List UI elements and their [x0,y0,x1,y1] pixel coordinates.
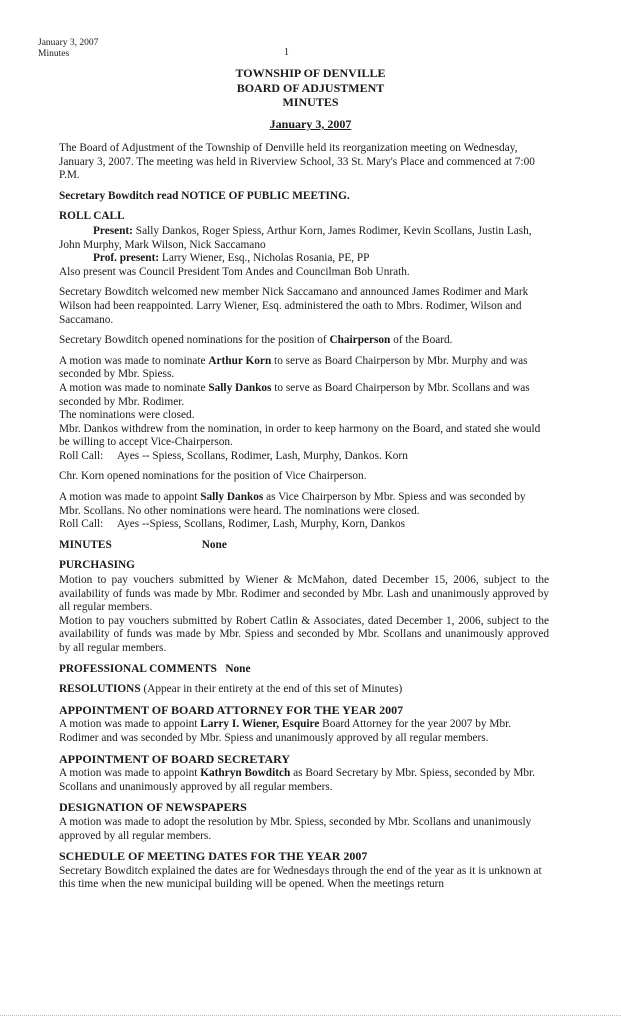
present-list: Sally Dankos, Roger Spiess, Arthur Korn, James Rodimer, Kevin Scollans, Justin Lash, John Murphy, Mark Wilson, Nick Saccamano [59,224,532,251]
vice-section [59,491,549,532]
intro-paragraph: The Board of Adjustment of the Township of Denville held its reorganization meeting on Wednesday, January 3, 2007. The meeting was held in Riverview School, 33 St. Mary's Place and commenced at 7:00 P.M. [59,142,535,182]
purchasing-section [59,559,549,655]
secretary-section [59,753,549,795]
schedule-section [59,850,549,892]
vice-roll-call-votes: Ayes --Spiess, Scollans, Rodimer, Lash, Murphy, Korn, Dankos [117,518,406,531]
attorney-section [59,704,549,746]
title-township: TOWNSHIP OF DENVILLE [235,66,386,80]
secretary-motion [59,767,549,794]
resolutions-label: RESOLUTIONS [59,683,141,696]
vice-motion [59,491,549,518]
newspapers-section [59,801,549,843]
purchasing-heading: PURCHASING [59,559,135,572]
vice-motion-name: Sally Dankos [200,491,264,504]
schedule-text: Secretary Bowditch explained the dates are for Wednesdays through the end of the year as it is unknown at this time when the new municipal building will be opened. When the meetings return [59,864,542,891]
vice-open-paragraph: Chr. Korn opened nominations for the position of Vice Chairperson. [59,470,367,483]
purchasing-motion-1: Motion to pay vouchers submitted by Wiener & McMahon, dated December 15, 2006, subject to the availability of funds was made by Mbr. Rodimer and seconded by Mbr. Lash and unanimously approved by all regular members. [59,574,549,614]
purchasing-motion-2: Motion to pay vouchers submitted by Robert Catlin & Associates, dated December 1, 2006, subject to the availability of funds was made by Mbr. Spiess and seconded by Mbr. Scollans and unanimously approved by all regular members. [59,614,549,654]
prof-comments-label: PROFESSIONAL COMMENTS [59,662,217,675]
nomination-dankos [59,382,549,409]
schedule-heading: SCHEDULE OF MEETING DATES FOR THE YEAR 2007 [59,849,368,864]
resolutions-line [59,683,549,697]
minutes-row [59,539,549,553]
present-paragraph [59,225,549,252]
chair-open-paragraph [59,334,549,348]
roll-call-heading: ROLL CALL [59,210,125,223]
also-present: Also present was Council President Tom Andes and Councilman Bob Unrath. [59,265,410,278]
title-minutes: MINUTES [282,95,339,109]
vice-roll-call [59,518,549,532]
vice-motion-pre: A motion was made to appoint [59,491,201,504]
attorney-name: Larry I. Wiener, Esquire [200,718,320,731]
nomination-korn-name: Arthur Korn [208,354,272,367]
scan-edge-dots [0,1015,621,1017]
nomination-korn-pre: A motion was made to nominate [59,354,209,367]
prof-present-label: Prof. present: [93,252,160,265]
nominations-section [59,355,549,464]
document-title [0,66,621,110]
professional-comments [59,663,549,677]
chair-open-pre: Secretary Bowditch opened nominations for the position of [59,334,330,347]
vice-motion-post: as Vice Chairperson by Mbr. Spiess and was seconded by Mbr. Scollans. No other nominations were heard. The nominations were closed. [59,491,526,517]
header-date: January 3, 2007 [38,38,99,48]
minutes-value: None [201,538,227,551]
attorney-heading: APPOINTMENT OF BOARD ATTORNEY FOR THE YEAR 2007 [59,702,404,717]
chair-roll-call [59,450,549,464]
minutes-label: MINUTES [59,538,112,551]
newspapers-motion: A motion was made to adopt the resolution by Mbr. Spiess, seconded by Mbr. Scollans and unanimously approved by all regular members. [59,815,532,842]
vice-roll-call-label: Roll Call: [59,518,104,531]
chair-open-post: of the Board. [390,334,453,347]
notice-line: Secretary Bowditch read NOTICE OF PUBLIC MEETING. [59,189,350,202]
nomination-korn [59,355,549,382]
chair-roll-call-votes: Ayes -- Spiess, Scollans, Rodimer, Lash, Murphy, Dankos. Korn [117,449,408,462]
header-type: Minutes [38,49,70,59]
secretary-name: Kathryn Bowditch [200,767,291,780]
welcome-paragraph: Secretary Bowditch welcomed new member Nick Saccamano and announced James Rodimer and Mark Wilson had been reappointed. Larry Wiener, Esq. administered the oath to Mbrs. Rodimer, Wilson and Saccamano. [59,286,529,326]
attorney-motion [59,718,549,745]
present-label: Present: [93,224,133,237]
page-header [38,38,98,60]
roll-call-section [59,210,549,279]
prof-present-paragraph [59,252,549,266]
nomination-dankos-post: to serve as Board Chairperson by Mbr. Scollans and was seconded by Mbr. Rodimer. [59,381,530,408]
title-board: BOARD OF ADJUSTMENT [236,80,385,95]
nominations-closed: The nominations were closed. [59,409,195,422]
secretary-heading: APPOINTMENT OF BOARD SECRETARY [59,751,291,766]
chair-open-bold: Chairperson [329,334,391,347]
chair-roll-call-label: Roll Call: [59,449,104,462]
nomination-dankos-pre: A motion was made to nominate [59,381,209,394]
page-number: 1 [284,47,289,58]
prof-present-list: Larry Wiener, Esq., Nicholas Rosania, PE, PP [161,252,370,265]
newspapers-heading: DESIGNATION OF NEWSPAPERS [59,800,247,815]
meeting-date: January 3, 2007 [269,117,352,131]
nomination-dankos-name: Sally Dankos [208,381,272,394]
attorney-motion-pre: A motion was made to appoint [59,718,201,731]
attorney-motion-post: Board Attorney for the year 2007 by Mbr. Rodimer and was seconded by Mbr. Spiess and unanimously approved by all regular members. [59,718,512,744]
nomination-korn-post: to serve as Board Chairperson by Mbr. Murphy and was seconded by Mbr. Spiess. [59,354,528,381]
secretary-motion-post: as Board Secretary by Mbr. Spiess, seconded by Mbr. Scollans and unanimously approved by all regular members. [59,767,536,793]
prof-comments-value: None [225,662,251,675]
resolutions-note: (Appear in their entirety at the end of this set of Minutes) [140,683,403,696]
dankos-withdrew: Mbr. Dankos withdrew from the nomination, in order to keep harmony on the Board, and stated she would be willing to accept Vice-Chairperson. [59,422,541,449]
minutes-body [59,142,549,892]
secretary-motion-pre: A motion was made to appoint [59,767,201,780]
